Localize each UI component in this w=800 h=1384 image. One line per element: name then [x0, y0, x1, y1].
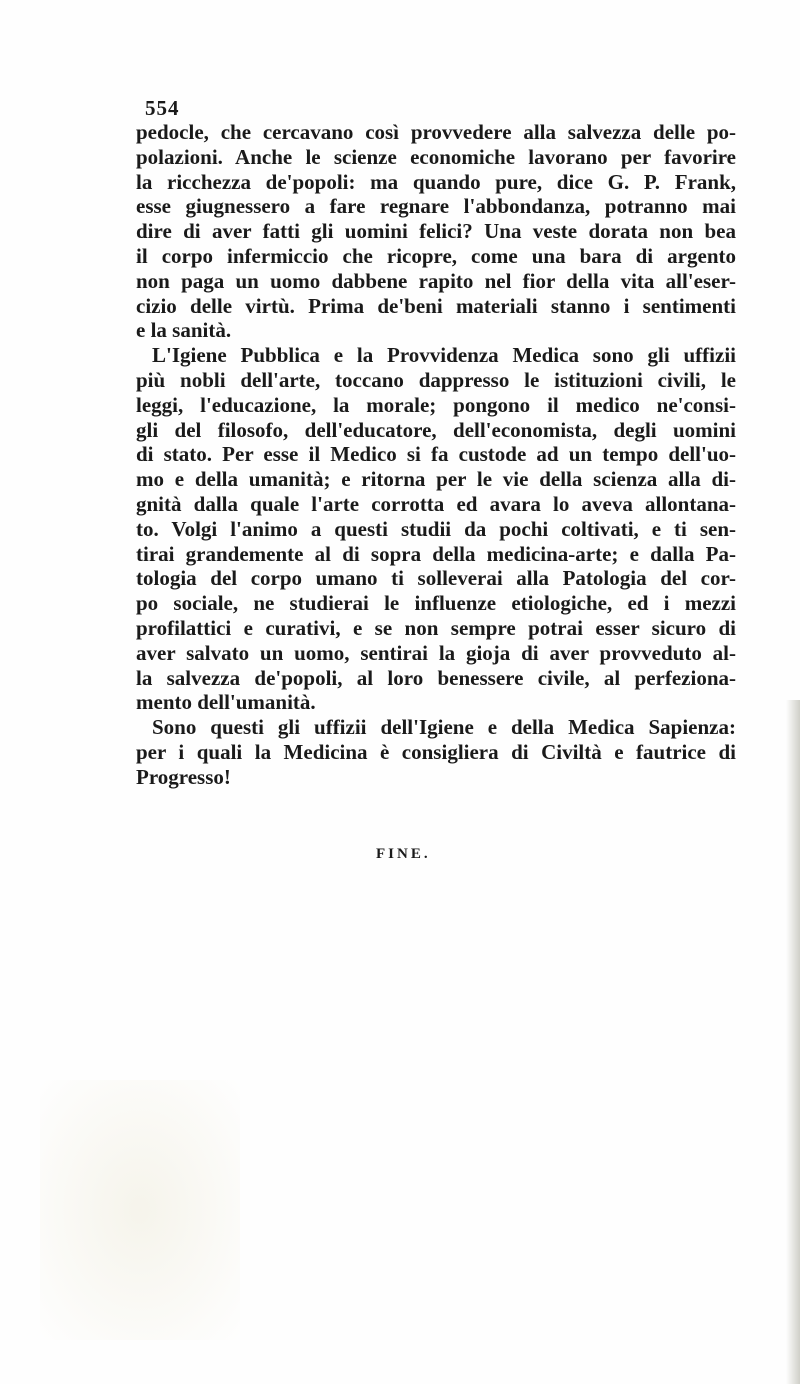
- text-line: pedocle, che cercavano così provvedere alla salvezza delle po-: [136, 120, 736, 144]
- paragraph-start-line: Sono questi gli uffizii dell'Igiene e della Medica Sapienza:: [152, 715, 736, 740]
- text-line: di stato. Per esse il Medico si fa custode ad un tempo dell'uo-: [136, 442, 736, 467]
- body-text: [136, 120, 736, 790]
- text-line: mento dell'umanità.: [136, 690, 316, 715]
- text-line: la salvezza de'popoli, al loro benessere civile, al perfeziona-: [136, 665, 736, 690]
- text-line: tirai grandemente al di sopra della medicina-arte; e dalla Pa-: [136, 541, 736, 566]
- text-line: per i quali la Medicina è consigliera di Civiltà e fautrice di: [136, 739, 736, 764]
- text-line: tologia del corpo umano ti solleverai alla Patologia del cor-: [136, 566, 736, 591]
- text-line: mo e della umanità; e ritorna per le vie della scienza alla di-: [136, 467, 736, 492]
- text-line: cizio delle virtù. Prima de'beni materiali stanno i sentimenti: [136, 293, 736, 318]
- text-line: esse giugnessero a fare regnare l'abbondanza, potranno mai: [136, 194, 736, 219]
- text-line: non paga un uomo dabbene rapito nel fior della vita all'eser-: [136, 268, 736, 293]
- paper-stain: [40, 1080, 240, 1340]
- finis-mark: FINE.: [376, 846, 431, 862]
- text-line: gnità dalla quale l'arte corrotta ed avara lo aveva allontana-: [136, 491, 736, 516]
- text-line: to. Volgi l'animo a questi studii da pochi coltivati, e ti sen-: [136, 516, 736, 541]
- text-line: più nobli dell'arte, toccano dappresso le istituzioni civili, le: [136, 367, 736, 392]
- text-line: leggi, l'educazione, la morale; pongono il medico ne'consi-: [136, 392, 736, 417]
- text-line: la ricchezza de'popoli: ma quando pure, dice G. P. Frank,: [136, 169, 736, 194]
- text-line: polazioni. Anche le scienze economiche lavorano per favorire: [136, 144, 736, 169]
- text-line: e la sanità.: [136, 318, 232, 343]
- text-line: Progresso!: [136, 764, 231, 789]
- text-line: profilattici e curativi, e se non sempre potrai esser sicuro di: [136, 615, 736, 640]
- text-line: dire di aver fatti gli uomini felici? Una veste dorata non bea: [136, 219, 736, 244]
- text-line: gli del filosofo, dell'educatore, dell'economista, degli uomini: [136, 417, 736, 442]
- text-line: aver salvato un uomo, sentirai la gioja di aver provveduto al-: [136, 640, 736, 665]
- page-edge-shadow: [786, 700, 800, 1384]
- page-number: 554: [145, 96, 180, 120]
- paragraph-start-line: L'Igiene Pubblica e la Provvidenza Medica sono gli uffizii: [152, 343, 736, 368]
- text-line: po sociale, ne studierai le influenze etiologiche, ed i mezzi: [136, 591, 736, 616]
- text-line: il corpo infermiccio che ricopre, come una bara di argento: [136, 243, 736, 268]
